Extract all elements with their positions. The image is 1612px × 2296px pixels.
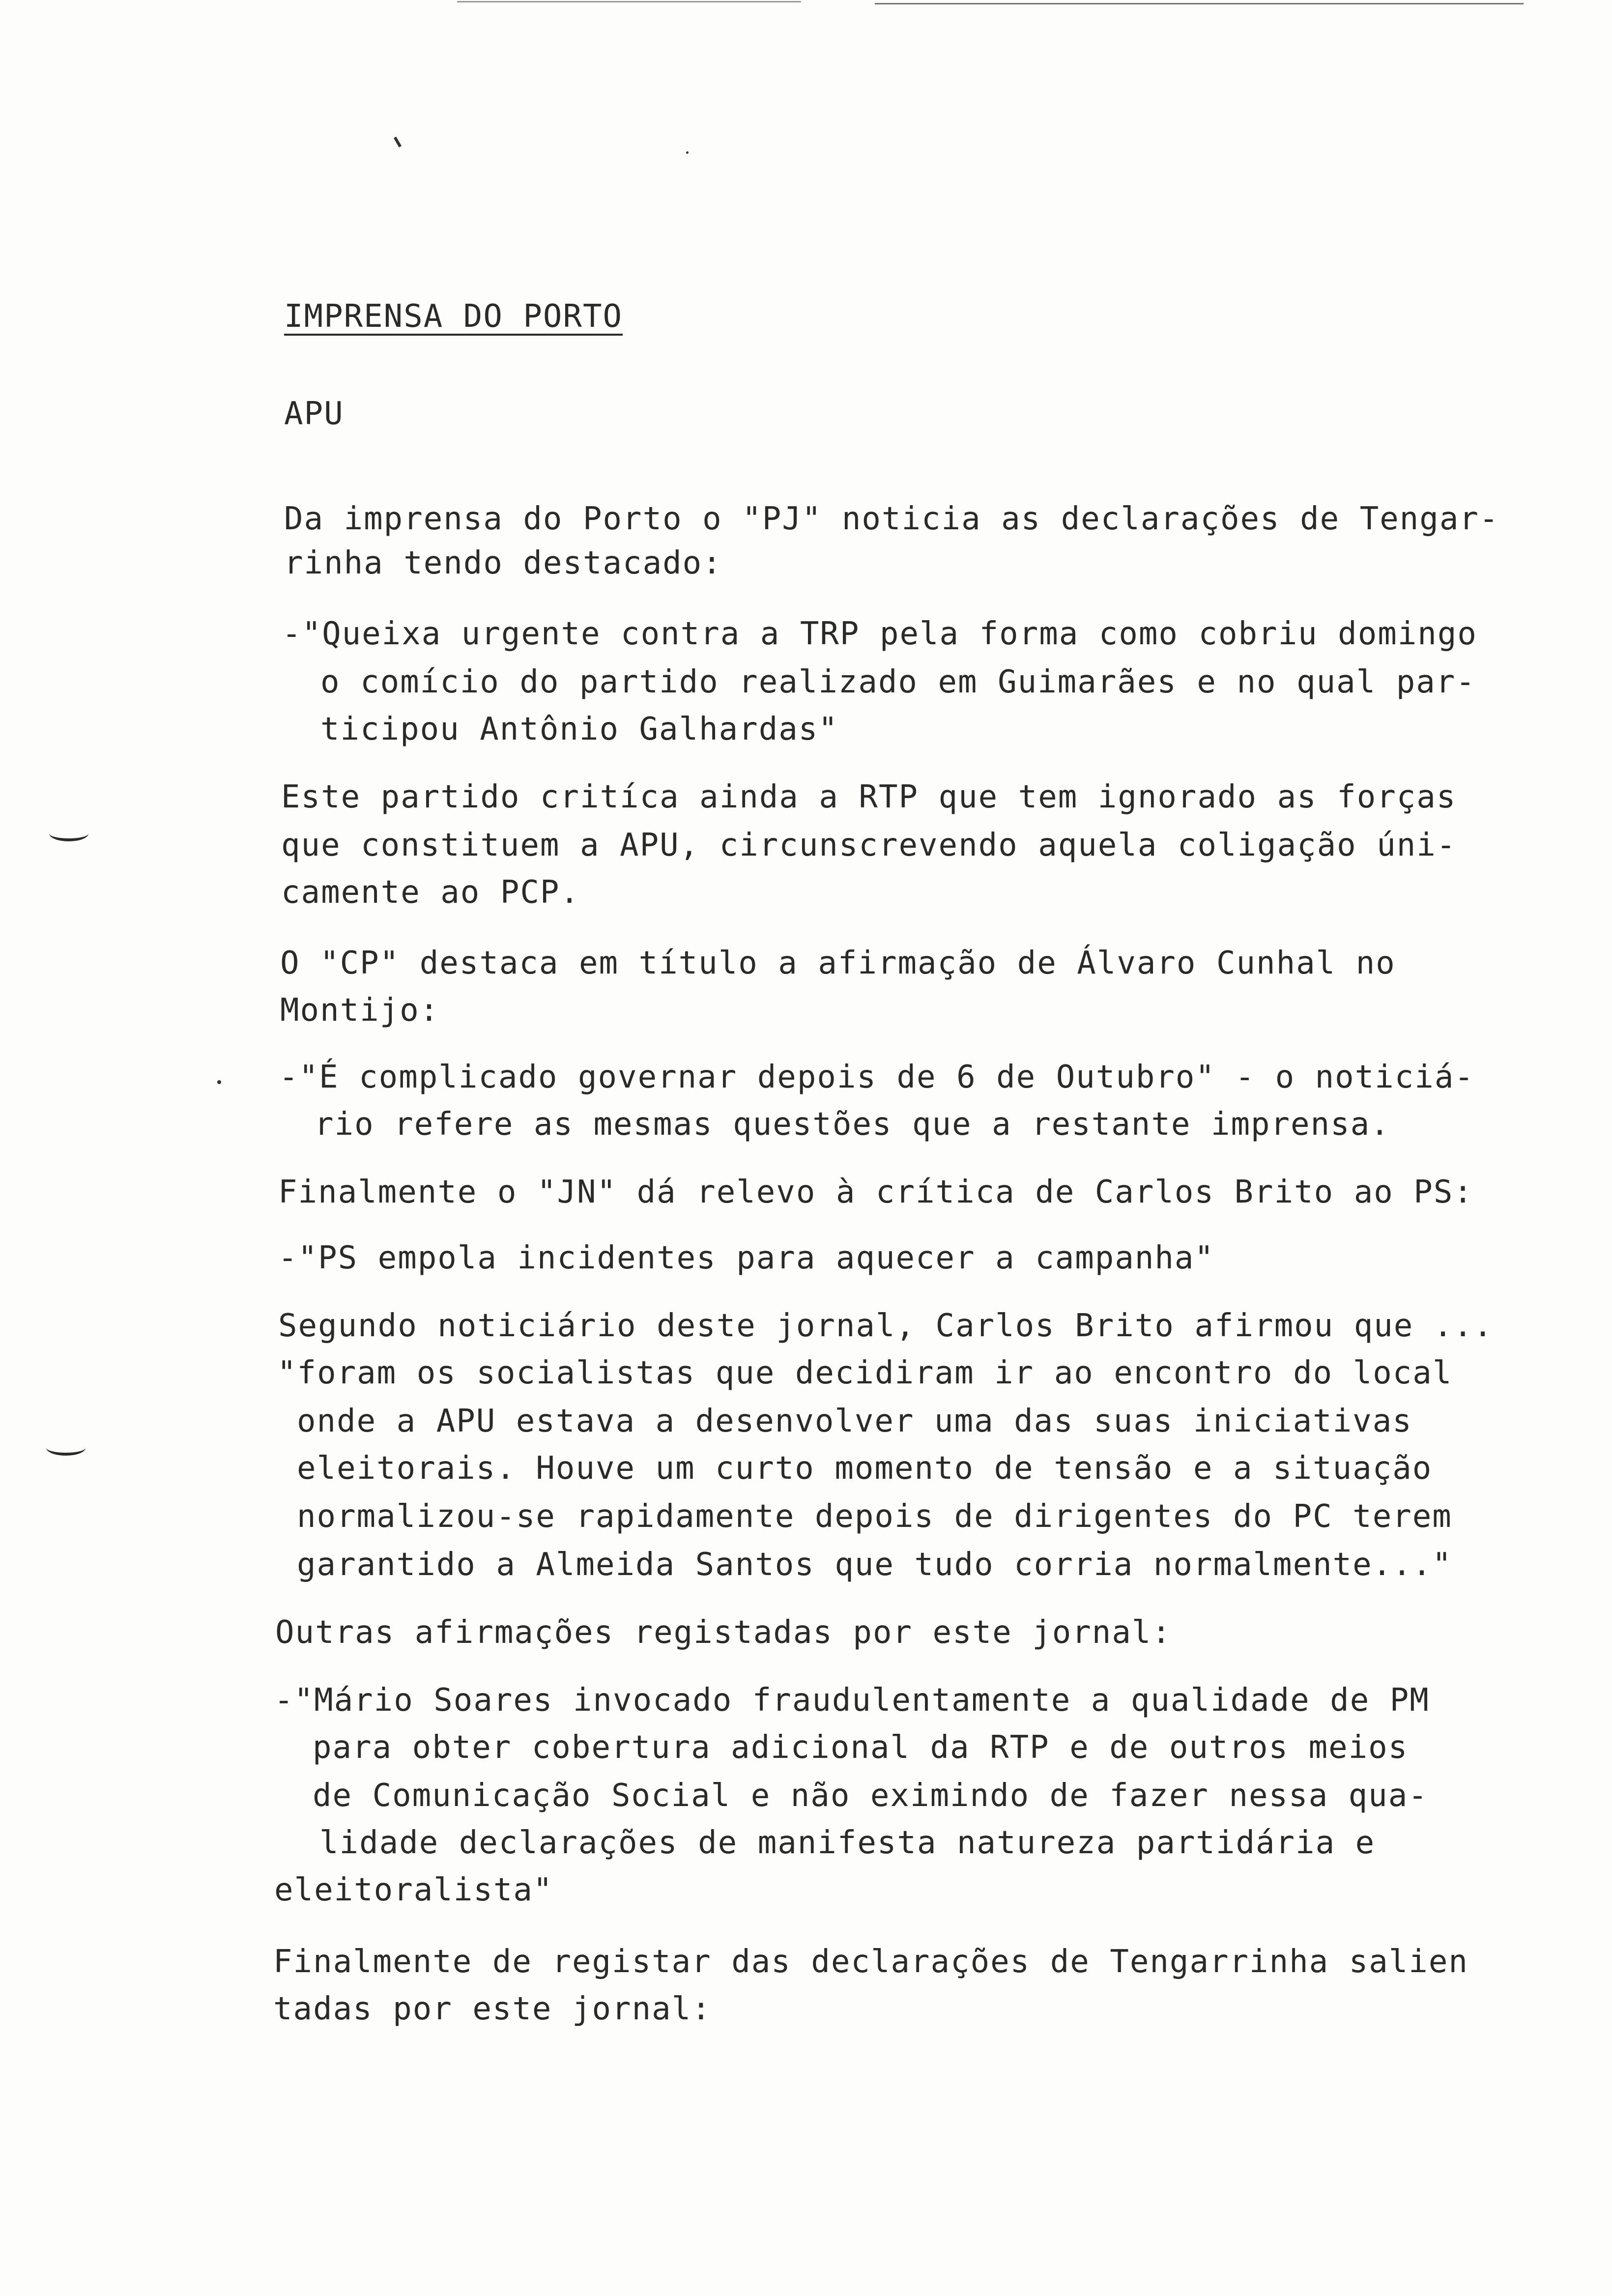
margin-dot <box>217 1080 221 1084</box>
text-line: o comício do partido realizado em Guimarães e no qual par- <box>320 664 1476 700</box>
text-line: -"PS empola incidentes para aquecer a campanha" <box>278 1240 1214 1276</box>
punch-hole-mark-upper <box>49 826 88 841</box>
text-line: Finalmente o "JN" dá relevo à crítica de Carlos Brito ao PS: <box>278 1174 1473 1210</box>
text-line: para obter cobertura adicional da RTP e de outros meios <box>313 1729 1409 1766</box>
text-line: Finalmente de registar das declarações de Tengarrinha salien <box>273 1944 1468 1980</box>
scan-top-rule-right <box>875 3 1524 4</box>
text-line: rio refere as mesmas questões que a restante imprensa. <box>315 1106 1390 1143</box>
text-line: onde a APU estava a desenvolver uma das suas iniciativas <box>297 1403 1412 1439</box>
section-heading: IMPRENSA DO PORTO <box>284 298 623 335</box>
text-line: Este partido critíca ainda a RTP que tem ignorado as forças <box>281 779 1457 815</box>
text-line: -"É complicado governar depois de 6 de Outubro" - o noticiá- <box>279 1059 1474 1095</box>
text-line: eleitoralista" <box>274 1872 553 1908</box>
scan-top-rule-left <box>457 1 801 2</box>
text-line: rinha tendo destacado: <box>284 545 722 581</box>
text-line: O "CP" destaca em título a afirmação de Álvaro Cunhal no <box>280 945 1396 981</box>
text-line: Outras afirmações registadas por este jornal: <box>275 1614 1172 1651</box>
text-line: "foram os socialistas que decidiram ir ao encontro do local <box>277 1355 1453 1391</box>
stray-dot-top <box>686 151 689 154</box>
text-line: garantido a Almeida Santos que tudo corria normalmente..." <box>297 1547 1452 1583</box>
punch-hole-mark-lower <box>46 1440 86 1456</box>
text-line: -"Mário Soares invocado fraudulentamente a qualidade de PM <box>274 1682 1430 1719</box>
text-line: Montijo: <box>280 992 440 1029</box>
text-line: que constituem a APU, circunscrevendo aquela coligação úni- <box>281 827 1457 863</box>
text-line: -"Queixa urgente contra a TRP pela forma como cobriu domingo <box>282 616 1477 652</box>
party-subheading: APU <box>284 396 344 432</box>
text-line: tadas por este jornal: <box>273 1991 712 2027</box>
text-line: eleitorais. Houve um curto momento de tensão e a situação <box>297 1450 1433 1487</box>
text-line: Da imprensa do Porto o "PJ" noticia as declarações de Tengar- <box>284 501 1499 537</box>
text-line: ticipou Antônio Galhardas" <box>320 711 838 747</box>
text-line: Segundo noticiário deste jornal, Carlos Brito afirmou que ... <box>278 1308 1494 1344</box>
text-line: lidade declarações de manifesta natureza partidária e <box>319 1825 1376 1861</box>
text-line: camente ao PCP. <box>281 874 580 911</box>
text-line: normalizou-se rapidamente depois de dirigentes do PC terem <box>297 1498 1452 1535</box>
stray-tick-mark <box>394 137 402 147</box>
text-line: de Comunicação Social e não eximindo de fazer nessa qua- <box>313 1778 1428 1814</box>
